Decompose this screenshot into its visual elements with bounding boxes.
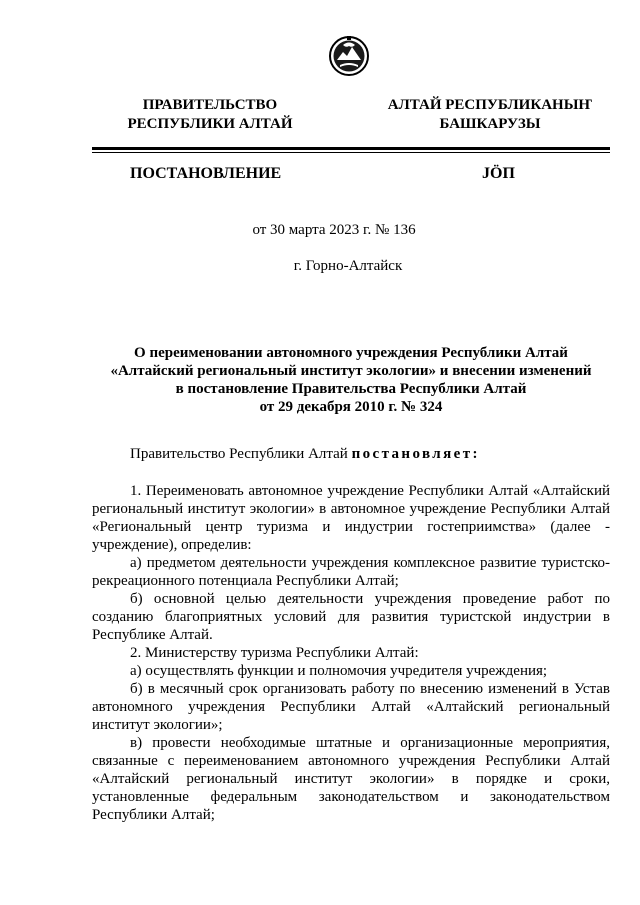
body-paragraph: б) в месячный срок организовать работу по внесению изменений в Устав автономного учреждения Республики Алтай «Алтайский региональный институт экологии»;	[92, 681, 610, 733]
body-paragraph: а) предметом деятельности учреждения комплексное развитие туристско-рекреационного потенциала Республики Алтай;	[92, 555, 610, 589]
header-divider-thin	[92, 152, 610, 153]
document-date-number: от 30 марта 2023 г. № 136	[252, 222, 416, 238]
body-paragraph: б) основной целью деятельности учреждения проведение работ по созданию благоприятных условий для развития туристской индустрии в Республике Алтай.	[92, 591, 610, 643]
title-line: «Алтайский региональный институт экологии» и внесении изменений	[110, 363, 592, 379]
resolution-verb: постановляет:	[351, 446, 480, 462]
document-body	[92, 482, 610, 824]
document-title	[92, 344, 610, 416]
resolution-clause	[130, 445, 480, 463]
body-paragraph: 1. Переименовать автономное учреждение Республики Алтай «Алтайский региональный институт экологии» в автономное учреждение Республики Алтай «Региональный центр туризма и индустрии гостеприимства» (далее - учреждение), определив:	[92, 483, 610, 553]
body-paragraph: 2. Министерству туризма Республики Алтай:	[130, 645, 419, 661]
body-paragraph: в) провести необходимые штатные и организационные мероприятия, связанные с переименованием автономного учреждения Республики Алтай «Алтайский региональный институт экологии» в порядке и сроки, установленные федеральным законодательством и законодательством Республики Алтай;	[92, 735, 610, 823]
header-divider-thick	[92, 147, 610, 150]
org-name-russian-line1: ПРАВИТЕЛЬСТВО	[142, 97, 278, 113]
org-name-altai-line1: АЛТАЙ РЕСПУБЛИКАНЫҤ	[387, 97, 593, 113]
doc-type-altai: JӦП	[482, 165, 515, 182]
org-name-altai-line2: БАШКАРУЗЫ	[439, 116, 541, 132]
resolution-prefix: Правительство Республики Алтай	[130, 446, 352, 462]
org-name-russian-line2: РЕСПУБЛИКИ АЛТАЙ	[127, 116, 293, 132]
org-name-altai	[380, 96, 600, 134]
org-name-russian	[100, 96, 320, 134]
title-line: в постановление Правительства Республики Алтай	[175, 381, 527, 397]
document-city: г. Горно-Алтайск	[293, 258, 403, 274]
body-paragraph: а) осуществлять функции и полномочия учредителя учреждения;	[130, 663, 548, 679]
coat-of-arms-emblem-icon	[328, 34, 370, 80]
doc-type-russian: ПОСТАНОВЛЕНИЕ	[130, 165, 282, 182]
title-line: О переименовании автономного учреждения Республики Алтай	[134, 345, 568, 361]
title-line: от 29 декабря 2010 г. № 324	[259, 399, 443, 415]
